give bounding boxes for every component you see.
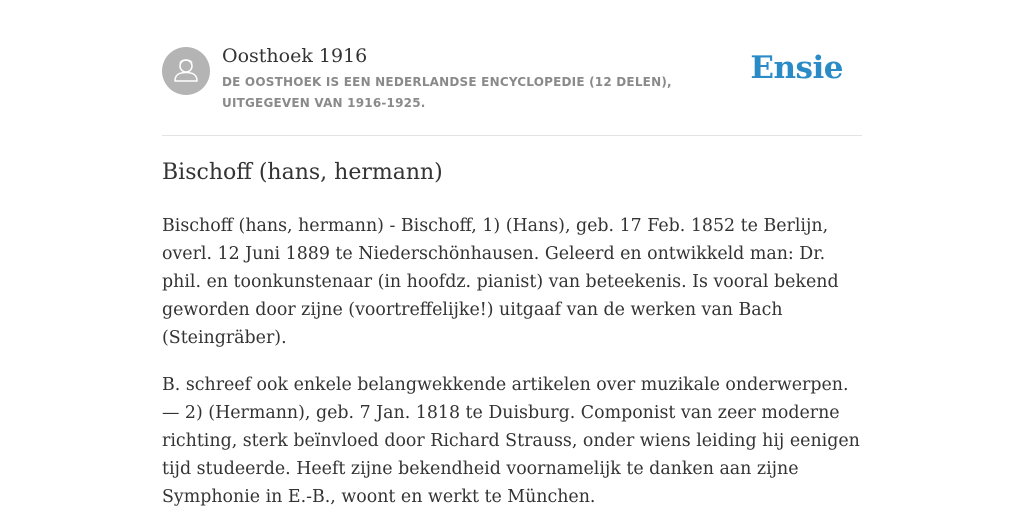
entry-paragraph: Bischoff (hans, hermann) - Bischoff, 1) (Hans), geb. 17 Feb. 1852 te Berlijn, overl. 12 Juni 1889 te Niederschönhausen. Geleerd en ontwikkeld man: Dr. phil. en toonkunstenaar (in hoofdz. pianist) van beteekenis. Is vooral bekend geworden door zijne (voortreffelijke!) uitgaaf van de werken van Bach (Steingräber). — [162, 216, 839, 348]
source-description: DE OOSTHOEK IS EEN NEDERLANDSE ENCYCLOPEDIE (12 DELEN), UITGEGEVEN VAN 1916-1925. — [222, 75, 672, 110]
page-container — [162, 0, 862, 507]
ensie-logo[interactable]: Ensie — [750, 50, 843, 86]
source-title[interactable]: Oosthoek 1916 — [222, 45, 368, 67]
entry-title: Bischoff (hans, hermann) — [162, 160, 443, 185]
entry-paragraph: B. schreef ook enkele belangwekkende artikelen over muzikale onderwerpen. — 2) (Hermann), geb. 7 Jan. 1818 te Duisburg. Componist van zeer moderne richting, sterk beïnvloed door Richard Strauss, onder wiens leiding hij eenigen tijd studeerde. Heeft zijne bekendheid voornamelijk te danken aan zijne Symphonie in E.-B., woont en werkt te München. — [162, 375, 860, 507]
user-icon — [162, 47, 210, 95]
source-header — [162, 0, 862, 136]
avatar[interactable] — [162, 47, 210, 95]
entry-body — [162, 212, 868, 512]
